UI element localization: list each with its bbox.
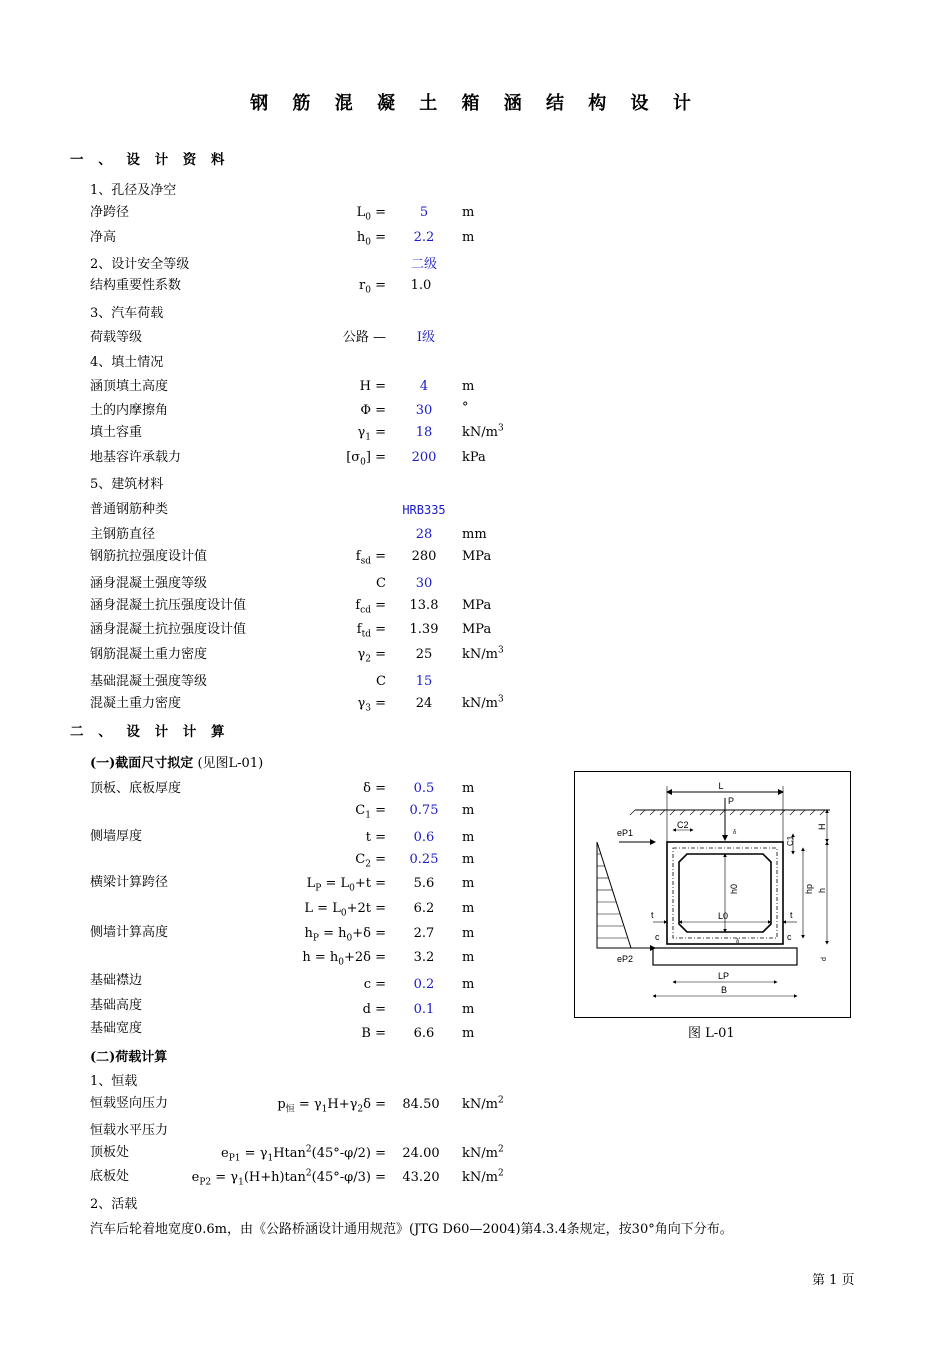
dim-label-h0: h0	[729, 883, 739, 894]
subheading-materials: 5、建筑材料	[90, 477, 164, 492]
unit-fill-height: m	[462, 379, 475, 394]
symbol-concrete-density: $\gamma_3$ =	[357, 696, 386, 714]
unit-rc-density: $kN/m^3$	[462, 645, 504, 662]
unit-fill-unit-weight: $kN/m^3$	[462, 423, 504, 440]
unit-dead-vertical: $kN/m^2$	[462, 1095, 504, 1112]
subheading-load-calc: (二)荷载计算	[90, 1050, 168, 1065]
dim-label-delta-top: δ	[733, 830, 737, 836]
value-h: 3.2	[413, 950, 435, 965]
unit-bearing-capacity: kPa	[462, 450, 486, 465]
formula-ep2: $e_{P2} = \gamma_1(H+h)\tan^2(45^\circ-\varphi/3)$ =	[191, 1168, 386, 1188]
label-net-height: 净高	[90, 230, 117, 245]
label-bearing-capacity: 地基容许承载力	[90, 450, 182, 465]
formula-ep1: $e_{P1} = \gamma_1Htan^2(45^\circ-\varphi/2)$ =	[221, 1144, 386, 1164]
value-hp: 2.7	[413, 926, 435, 941]
section-heading-design-calc: 二 、 设 计 计 算	[70, 724, 230, 740]
unit-net-height: m	[462, 230, 475, 245]
value-ep2: 43.20	[402, 1170, 440, 1185]
value-rc-density: 25	[415, 647, 433, 662]
label-friction-angle: 土的内摩擦角	[90, 403, 169, 418]
label-wall-height: 侧墙计算高度	[90, 925, 169, 940]
unit-h: m	[462, 950, 475, 965]
label-beam-span: 横梁计算跨径	[90, 875, 169, 890]
figure-caption: 图 L-01	[688, 1026, 735, 1041]
label-importance-factor: 结构重要性系数	[90, 278, 182, 293]
formula-dead-vertical: $p_恒 = \gamma_1H+\gamma_2\delta$ =	[277, 1097, 386, 1115]
value-c2: 0.25	[409, 852, 439, 867]
label-wall-thickness: 侧墙厚度	[90, 829, 143, 844]
symbol-h: $h = h_0+2\delta$ =	[302, 950, 386, 968]
label-fcd: 涵身混凝土抗压强度设计值	[90, 598, 247, 613]
section-heading-design-data: 一 、 设 计 资 料	[70, 152, 230, 168]
unit-c2: m	[462, 852, 475, 867]
subheading-dead-load: 1、恒载	[90, 1074, 138, 1089]
value-steel-type: HRB335	[402, 503, 446, 517]
dim-label-hp: hp	[804, 883, 814, 894]
symbol-rc-density: $\gamma_2$ =	[357, 647, 386, 665]
symbol-b: B =	[361, 1026, 386, 1041]
value-bearing-capacity: 200	[411, 450, 437, 465]
symbol-load-grade: 公路 —	[342, 330, 386, 345]
dim-label-d: d	[821, 957, 828, 961]
label-bottom-slab: 底板处	[90, 1169, 130, 1184]
value-load-grade: Ⅰ级	[416, 330, 436, 345]
value-foundation-concrete-grade: 15	[415, 674, 433, 689]
unit-concrete-density: $kN/m^3$	[462, 694, 504, 711]
dim-label-C1: C1	[786, 835, 795, 846]
unit-delta: m	[462, 781, 475, 796]
value-net-span: 5	[419, 205, 429, 220]
dim-label-h: h	[817, 887, 827, 893]
symbol-culvert-concrete-grade: C	[376, 576, 386, 591]
subheading-safety-grade: 2、设计安全等级	[90, 257, 190, 272]
unit-net-span: m	[462, 205, 475, 220]
value-d: 0.1	[413, 1002, 435, 1017]
pressure-label-ep2: eP2	[617, 954, 634, 964]
dim-label-C2: C2	[677, 820, 689, 830]
unit-ftd: MPa	[462, 622, 492, 637]
symbol-hp: $h_P = h_0+\delta$ =	[304, 926, 386, 944]
value-friction-angle: 30	[415, 403, 433, 418]
subheading-live-load: 2、活载	[90, 1197, 138, 1212]
symbol-lp: $L_P = L_0+t$ =	[306, 876, 386, 894]
unit-friction-angle: °	[462, 400, 469, 415]
dim-label-L: L	[718, 781, 724, 791]
symbol-l: $L = L_0+2t$ =	[304, 901, 386, 919]
value-fcd: 13.8	[409, 598, 439, 613]
label-foundation-edge: 基础襟边	[90, 973, 143, 988]
label-fill-unit-weight: 填土容重	[90, 425, 143, 440]
dim-label-c-right: c	[787, 932, 792, 942]
unit-c: m	[462, 977, 475, 992]
label-foundation-width: 基础宽度	[90, 1021, 143, 1036]
symbol-delta: δ =	[363, 781, 386, 796]
pressure-label-ep1: eP1	[617, 828, 634, 838]
unit-l: m	[462, 901, 475, 916]
value-fill-unit-weight: 18	[415, 425, 433, 440]
label-rc-density: 钢筋混凝土重力密度	[90, 647, 208, 662]
dim-label-c-left: c	[655, 932, 660, 942]
symbol-bearing-capacity: $[\sigma_0]$ =	[346, 450, 386, 468]
label-load-grade: 荷载等级	[90, 330, 143, 345]
subheading-span: 1、孔径及净空	[90, 183, 177, 198]
symbol-d: d =	[362, 1002, 386, 1017]
value-concrete-density: 24	[415, 696, 433, 711]
live-load-text: 汽车后轮着地宽度0.6m，由《公路桥涵设计通用规范》(JTG D60—2004)第4.3.4条规定，按30°角向下分布。	[90, 1222, 733, 1237]
symbol-ftd: $f_{td}$ =	[356, 622, 386, 640]
symbol-fill-height: H =	[359, 379, 386, 394]
value-b: 6.6	[413, 1026, 435, 1041]
subheading-fill: 4、填土情况	[90, 355, 164, 370]
label-dead-horizontal: 恒载水平压力	[90, 1123, 169, 1138]
dim-label-LP: LP	[718, 971, 730, 981]
label-net-span: 净跨径	[90, 205, 130, 220]
subheading-section-size: (一)截面尺寸拟定 (见图L-01)	[90, 756, 264, 771]
value-dead-vertical: 84.50	[402, 1097, 440, 1112]
label-top-slab: 顶板处	[90, 1145, 130, 1160]
label-fsd: 钢筋抗拉强度设计值	[90, 549, 208, 564]
symbol-t: t =	[365, 830, 386, 845]
unit-fcd: MPa	[462, 598, 492, 613]
unit-ep1: $kN/m^2$	[462, 1144, 504, 1161]
value-ftd: 1.39	[409, 622, 439, 637]
unit-c1: m	[462, 803, 475, 818]
unit-hp: m	[462, 926, 475, 941]
unit-b: m	[462, 1026, 475, 1041]
value-net-height: 2.2	[413, 230, 435, 245]
value-culvert-concrete-grade: 30	[415, 576, 433, 591]
box-culvert-diagram	[575, 772, 850, 1017]
dim-label-B: B	[721, 985, 728, 995]
value-importance-factor: 1.0	[410, 278, 432, 293]
label-dead-vertical: 恒载竖向压力	[90, 1096, 169, 1111]
symbol-importance-factor: $r_0$ =	[359, 278, 386, 296]
dim-label-delta-bottom: δ	[736, 939, 740, 945]
value-t: 0.6	[413, 830, 435, 845]
label-foundation-concrete-grade: 基础混凝土强度等级	[90, 674, 208, 689]
unit-ep2: $kN/m^2$	[462, 1168, 504, 1185]
value-c1: 0.75	[409, 803, 439, 818]
load-label-P: P	[728, 796, 735, 806]
page-number: 第 1 页	[812, 1273, 855, 1288]
value-fsd: 280	[411, 549, 437, 564]
unit-rebar-diameter: mm	[462, 527, 487, 542]
unit-t: m	[462, 830, 475, 845]
subheading-vehicle-load: 3、汽车荷载	[90, 306, 164, 321]
label-steel-type: 普通钢筋种类	[90, 502, 169, 517]
dim-label-t-left: t	[651, 910, 654, 920]
label-concrete-density: 混凝土重力密度	[90, 696, 182, 711]
value-safety-grade: 二级	[410, 257, 437, 272]
unit-lp: m	[462, 876, 475, 891]
value-ep1: 24.00	[402, 1146, 440, 1161]
value-fill-height: 4	[419, 379, 429, 394]
value-c: 0.2	[413, 977, 435, 992]
symbol-friction-angle: Φ =	[360, 403, 386, 418]
symbol-net-height: $h_0$ =	[356, 230, 386, 248]
symbol-fsd: $f_{sd}$ =	[355, 549, 386, 567]
symbol-c1: $C_1$ =	[355, 803, 386, 821]
unit-fsd: MPa	[462, 549, 492, 564]
dim-label-t-right: t	[790, 910, 793, 920]
label-rebar-diameter: 主钢筋直径	[90, 527, 156, 542]
symbol-net-span: $L_0$ =	[356, 205, 386, 223]
unit-d: m	[462, 1002, 475, 1017]
symbol-c2: $C_2$ =	[355, 852, 386, 870]
dim-label-L0: L0	[718, 911, 729, 921]
value-l: 6.2	[413, 901, 435, 916]
dim-label-H: H	[817, 823, 827, 830]
value-delta: 0.5	[413, 781, 435, 796]
label-fill-height: 涵顶填土高度	[90, 379, 169, 394]
value-lp: 5.6	[413, 876, 435, 891]
page-title: 钢 筋 混 凝 土 箱 涵 结 构 设 计	[250, 93, 700, 114]
symbol-fcd: $f_{cd}$ =	[355, 598, 386, 616]
symbol-fill-unit-weight: $\gamma_1$ =	[357, 425, 386, 443]
symbol-foundation-concrete-grade: C	[376, 674, 386, 689]
label-ftd: 涵身混凝土抗拉强度设计值	[90, 622, 247, 637]
label-slab-thickness: 顶板、底板厚度	[90, 781, 182, 796]
label-foundation-height: 基础高度	[90, 998, 143, 1013]
label-culvert-concrete-grade: 涵身混凝土强度等级	[90, 576, 208, 591]
value-rebar-diameter: 28	[415, 527, 433, 542]
symbol-c: c =	[363, 977, 386, 992]
figure-l01	[574, 771, 851, 1018]
